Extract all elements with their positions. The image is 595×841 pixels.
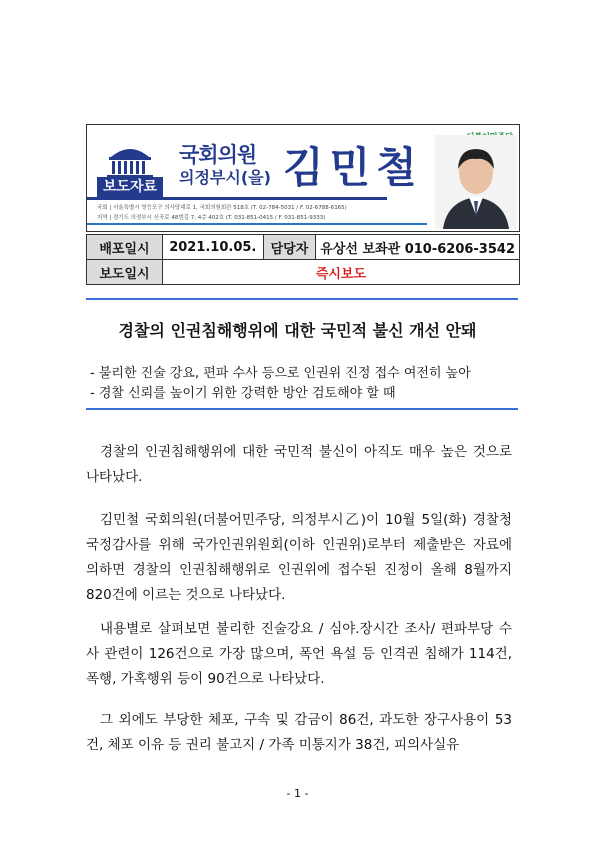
release-info-table: [86, 234, 520, 285]
body-paragraph-1: [86, 440, 512, 490]
report-time-value: 즉시보도: [162, 260, 519, 285]
divider-bottom: [86, 408, 518, 410]
subheadline-2: - 경찰 신뢰를 높이기 위한 강력한 방안 검토해야 할 때: [90, 386, 396, 401]
body-paragraph-2: [86, 508, 512, 608]
role-title: 국회의원: [179, 143, 257, 167]
page-number: - 1 -: [286, 787, 309, 800]
press-label: 보도자료: [97, 177, 163, 197]
paragraph-text: 내용별로 살펴보면 불리한 진술강요 / 심야.장시간 조사/ 편파부당 수사 관련이 126건으로 가장 많으며, 폭언 욕설 등 인격권 침해가 114건, 폭행, 가혹행위 등이 90건으로 나타났다.: [86, 621, 512, 687]
press-release-banner: [86, 124, 520, 232]
portrait-photo: [435, 135, 517, 229]
district-title: 의정부시(을): [179, 168, 271, 187]
paragraph-text: 그 외에도 부당한 체포, 구속 및 감금이 86건, 과도한 장구사용이 53건, 체포 이유 등 권리 불고지 / 가족 미통지가 38건, 피의사실유: [86, 712, 512, 753]
distribution-date-value: 2021.10.05.: [162, 235, 263, 260]
body-paragraph-3: [86, 617, 512, 692]
banner-stripe-bottom: [87, 223, 427, 225]
headline: 경찰의 인권침해행위에 대한 국민적 불신 개선 안돼: [118, 321, 477, 340]
assembly-address: 국회 | 서울특별시 영등포구 의사당대로 1, 국회의원회관 518호 (T. 02-784-5031 / F. 02-6788-6165): [97, 205, 347, 211]
report-time-label: 보도일시: [87, 260, 163, 285]
paragraph-text: 경찰의 인권침해행위에 대한 국민적 불신이 아직도 매우 높은 것으로 나타났다.: [86, 444, 512, 485]
divider-top: [86, 298, 518, 300]
body-paragraph-4: [86, 708, 512, 758]
contact-value: 유상선 보좌관 010-6206-3542: [316, 235, 520, 260]
lawmaker-name: 김민철: [283, 143, 423, 192]
national-assembly-icon: [101, 139, 159, 179]
district-address: 지역 | 경기도 의정부시 신곡로 48번길 7, 4층 402호 (T. 031-851-0415 / F. 031-851-9333): [97, 215, 326, 221]
distribution-date-label: 배포일시: [87, 235, 163, 260]
banner-stripe: [87, 197, 387, 200]
paragraph-text: 김민철 국회의원(더불어민주당, 의정부시乙)이 10월 5일(화) 경찰청 국정감사를 위해 국가인권위원회(이하 인권위)로부터 제출받은 자료에 의하면 경찰의 인권침해행위로 인권위에 접수된 진정이 올해 8월까지 820건에 이르는 것으로 나타났다.: [86, 512, 512, 603]
contact-label: 담당자: [263, 235, 316, 260]
subheadline-1: - 불리한 진술 강요, 편파 수사 등으로 인권위 진정 접수 여전히 높아: [90, 366, 471, 381]
